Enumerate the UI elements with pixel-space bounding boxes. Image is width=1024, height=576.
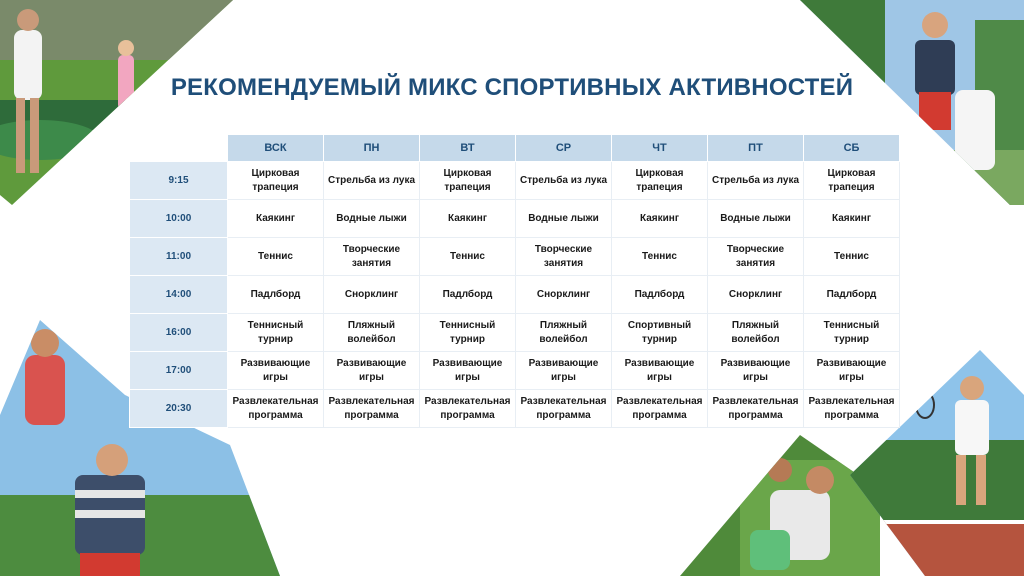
activity-cell: Творческие занятия (324, 238, 420, 276)
table-row (130, 200, 900, 238)
activity-cell: Пляжный волейбол (708, 314, 804, 352)
activity-cell: Снорклинг (516, 276, 612, 314)
time-cell: 10:00 (130, 200, 228, 238)
activity-cell: Спортивный турнир (612, 314, 708, 352)
time-cell: 14:00 (130, 276, 228, 314)
activity-cell: Развлекательная программа (324, 390, 420, 428)
time-cell: 20:30 (130, 390, 228, 428)
activity-cell: Каякинг (804, 200, 900, 238)
header-corner (130, 135, 228, 162)
time-cell: 17:00 (130, 352, 228, 390)
day-header: ЧТ (612, 135, 708, 162)
activity-cell: Развлекательная программа (612, 390, 708, 428)
activity-cell: Цирковая трапеция (612, 162, 708, 200)
activity-cell: Творческие занятия (516, 238, 612, 276)
header-row (130, 135, 900, 162)
day-header: ВТ (420, 135, 516, 162)
activity-cell: Падлборд (420, 276, 516, 314)
activity-cell: Цирковая трапеция (804, 162, 900, 200)
activity-cell: Снорклинг (708, 276, 804, 314)
activity-cell: Теннисный турнир (228, 314, 324, 352)
activity-cell: Развлекательная программа (228, 390, 324, 428)
activity-cell: Пляжный волейбол (516, 314, 612, 352)
activity-cell: Падлборд (804, 276, 900, 314)
activity-cell: Развивающие игры (612, 352, 708, 390)
activity-cell: Развлекательная программа (516, 390, 612, 428)
day-header: ПТ (708, 135, 804, 162)
activity-cell: Теннис (420, 238, 516, 276)
time-cell: 11:00 (130, 238, 228, 276)
activity-cell: Теннисный турнир (804, 314, 900, 352)
page-title: РЕКОМЕНДУЕМЫЙ МИКС СПОРТИВНЫХ АКТИВНОСТЕЙ (170, 74, 854, 101)
activity-cell: Водные лыжи (324, 200, 420, 238)
table-row (130, 162, 900, 200)
activity-cell: Развивающие игры (516, 352, 612, 390)
activity-schedule-table (129, 134, 900, 428)
day-header: ПН (324, 135, 420, 162)
time-cell: 9:15 (130, 162, 228, 200)
activity-cell: Развивающие игры (324, 352, 420, 390)
day-header: СБ (804, 135, 900, 162)
table-row (130, 238, 900, 276)
activity-cell: Теннис (228, 238, 324, 276)
activity-cell: Теннис (612, 238, 708, 276)
activity-cell: Развлекательная программа (420, 390, 516, 428)
activity-cell: Теннисный турнир (420, 314, 516, 352)
day-header: СР (516, 135, 612, 162)
activity-cell: Развивающие игры (804, 352, 900, 390)
activity-cell: Развивающие игры (420, 352, 516, 390)
table-row (130, 276, 900, 314)
activity-cell: Падлборд (612, 276, 708, 314)
table-row (130, 352, 900, 390)
day-header: ВСК (228, 135, 324, 162)
activity-cell: Пляжный волейбол (324, 314, 420, 352)
activity-cell: Цирковая трапеция (228, 162, 324, 200)
activity-cell: Стрельба из лука (708, 162, 804, 200)
table-row (130, 314, 900, 352)
time-cell: 16:00 (130, 314, 228, 352)
activity-cell: Творческие занятия (708, 238, 804, 276)
activity-cell: Водные лыжи (708, 200, 804, 238)
activity-cell: Теннис (804, 238, 900, 276)
activity-cell: Развлекательная программа (804, 390, 900, 428)
activity-cell: Стрельба из лука (324, 162, 420, 200)
activity-cell: Снорклинг (324, 276, 420, 314)
activity-cell: Стрельба из лука (516, 162, 612, 200)
table-row (130, 390, 900, 428)
activity-cell: Развивающие игры (228, 352, 324, 390)
activity-cell: Развивающие игры (708, 352, 804, 390)
activity-cell: Каякинг (420, 200, 516, 238)
activity-cell: Каякинг (612, 200, 708, 238)
activity-cell: Водные лыжи (516, 200, 612, 238)
activity-cell: Каякинг (228, 200, 324, 238)
activity-cell: Цирковая трапеция (420, 162, 516, 200)
activity-cell: Падлборд (228, 276, 324, 314)
activity-cell: Развлекательная программа (708, 390, 804, 428)
